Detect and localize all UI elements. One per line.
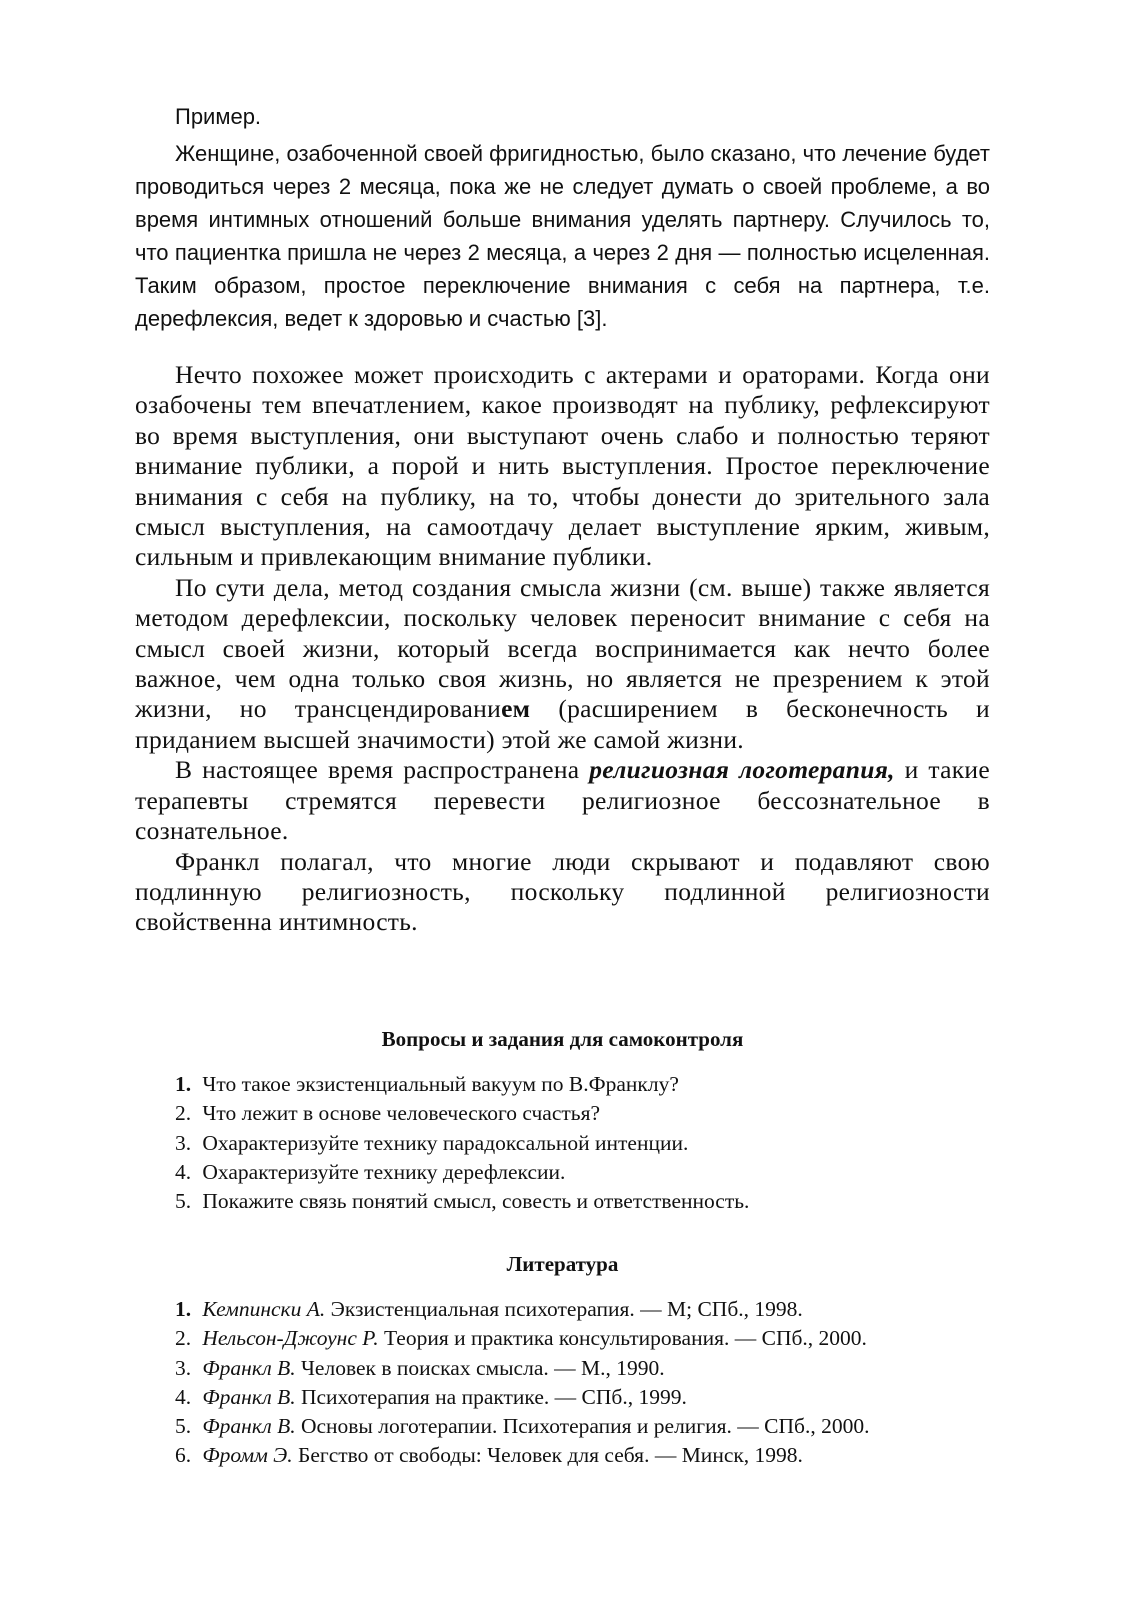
literature-item [175,1441,1005,1470]
paragraph-frankl-religiosity: Франкл полагал, что многие люди скрывают и подавляют свою подлинную религиозность, поскольку подлинной религиозности свойственна интимность. [135,846,990,937]
paragraph-religious-end: и такие терапевты стремятся перевести религиозное бессознательное в сознательное. [135,755,990,846]
literature-item [175,1412,1005,1441]
literature-heading: Литература [506,1252,619,1276]
paragraph-meaning-method-start: По сути дела, метод создания смысла жизни (см. выше) также является методом дерефлексии, поскольку человек переносит внимание с себя на смысл своей жизни, который всегда воспринимается как нечто более важное, чем одна только своя жизнь, но является не презрением к этой жизни, но трансцендировани [135,572,990,724]
question-item [175,1158,1005,1187]
question-item [175,1129,1005,1158]
question-text: Покажите связь понятий смысл, совесть и ответственность. [202,1189,750,1214]
literature-item [175,1383,1005,1412]
literature-author: Кемпински А. [202,1297,326,1321]
literature-title: Экзистенциальная психотерапия. — М; СПб., 1998. [325,1297,803,1321]
literature-title: Психотерапия на практике. — СПб., 1999. [295,1384,687,1409]
literature-item [175,1295,1005,1324]
questions-list [175,1070,1005,1216]
paragraph-actors: Нечто похожее может происходить с актерами и ораторами. Когда они озабочены тем впечатлением, какое производят на публику, рефлексируют во время выступления, они выступают очень слабо и полностью теряют внимание публики, а порой и нить выступления. Простое переключение внимания с себя на публику, на то, чтобы донести до зрительного зала смысл выступления, на самоотдачу делает выступление ярким, живым, сильным и привлекающим внимание публики. [135,360,990,572]
literature-author: Франкл В. [202,1414,296,1439]
term-religious-logotherapy: религиозная логотерапия, [589,755,895,785]
question-number: 2. [175,1101,192,1126]
question-number: 5. [175,1189,192,1214]
example-block [135,100,990,335]
literature-title: Человек в поисках смысла. — М., 1990. [295,1355,665,1380]
question-item [175,1187,1005,1216]
question-text: Охарактеризуйте технику парадоксальной интенции. [202,1130,689,1155]
paragraph-meaning-method-end: (расширением в бесконечность и приданием высшей значимости) этой же самой жизни. [135,694,990,754]
literature-author: Фромм Э. [202,1443,293,1468]
literature-title: Бегство от свободы: Человек для себя. — Минск, 1998. [292,1443,803,1468]
question-item [175,1070,1005,1099]
example-text: Женщине, озабоченной своей фригидностью, было сказано, что лечение будет проводиться через 2 месяца, пока же не следует думать о своей проблеме, а во время интимных отношений больше внимания уделять партнеру. Случилось то, что пациентка пришла не через 2 месяца, а через 2 дня — полностью исцеленная. Таким образом, простое переключение внимания с себя на партнера, т.е. дерефлексия, ведет к здоровью и счастью [3]. [135,141,990,331]
literature-number: 1. [175,1297,192,1321]
main-text [135,360,990,938]
question-text: Что такое экзистенциальный вакуум по В.Франклу? [202,1072,679,1096]
literature-title: Теория и практика консультирования. — СПб., 2000. [378,1326,867,1351]
literature-number: 5. [175,1414,192,1439]
paragraph-religious-start: В настоящее время распространена [175,755,590,785]
paragraph-meaning-method [135,573,990,755]
question-number: 4. [175,1159,192,1184]
example-title: Пример. [175,104,262,129]
literature-author: Нельсон-Джоунс Р. [202,1326,379,1351]
literature-title: Основы логотерапии. Психотерапия и религия. — СПб., 2000. [295,1414,870,1439]
literature-item [175,1354,1005,1383]
literature-number: 2. [175,1326,192,1351]
bold-fragment: ем [501,694,531,724]
literature-item [175,1324,1005,1353]
literature-number: 6. [175,1443,192,1468]
literature-number: 4. [175,1384,192,1409]
literature-number: 3. [175,1355,192,1380]
literature-author: Франкл В. [202,1384,296,1409]
question-item [175,1099,1005,1128]
paragraph-religious-logotherapy [135,755,990,846]
literature-list [175,1295,1005,1471]
question-number: 3. [175,1130,192,1155]
literature-author: Франкл В. [202,1355,296,1380]
questions-heading: Вопросы и задания для самоконтроля [381,1027,744,1051]
question-text: Что лежит в основе человеческого счастья? [202,1101,600,1126]
question-number: 1. [175,1072,192,1096]
question-text: Охарактеризуйте технику дерефлексии. [202,1159,566,1184]
